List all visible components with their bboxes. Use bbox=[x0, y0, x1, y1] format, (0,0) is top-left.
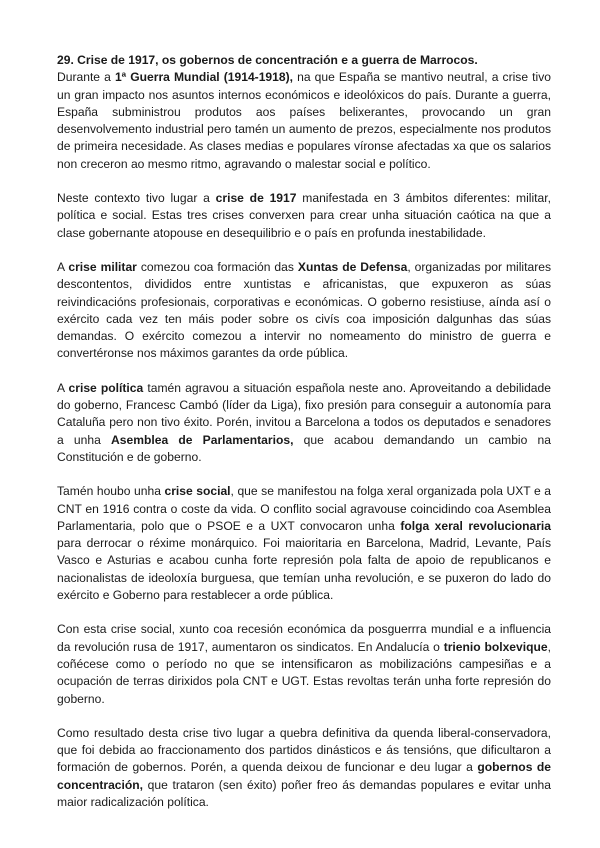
paragraph-2 bbox=[57, 190, 551, 242]
bold-term: trienio bolxevique bbox=[443, 639, 548, 654]
bold-term: folga xeral revolucionaria bbox=[400, 518, 552, 533]
text-run: A bbox=[57, 259, 69, 274]
paragraph-3 bbox=[57, 259, 551, 363]
paragraph-1 bbox=[57, 69, 551, 173]
bold-term: crise social bbox=[164, 484, 231, 499]
text-run: que acabou demandando un cambio na Constitución e de goberno. bbox=[57, 432, 551, 464]
document-body bbox=[57, 69, 551, 811]
paragraph-5 bbox=[57, 483, 551, 604]
bold-term: gobernos de concentración, bbox=[57, 760, 551, 792]
bold-term: crise política bbox=[68, 380, 144, 395]
text-run: Como resultado desta crise tivo lugar a quebra definitiva da quenda liberal-conservadora, que foi debida ao fraccionamento dos partidos dinásticos e ás tensións, que dificultaron a formación de gobernos. Porén, a quenda deixou de funcionar e deu lugar a bbox=[57, 725, 551, 775]
text-run: A bbox=[57, 380, 69, 395]
text-run: Con esta crise social, xunto coa recesión económica da posguerrra mundial e a influencia da revolución rusa de 1917, aumentaron os sindicatos. En Andalucía o bbox=[57, 622, 551, 654]
text-run: na que España se mantivo neutral, a crise tivo un gran impacto nos asuntos internos económicos e ideolóxicos do país. Durante a guerra, España subministrou produtos aos países belixerantes, provocando un gran desenvolvemento industrial pero tamén un aumento de prezos, especialmente nos produtos de primeira necesidade. As clases medias e populares víronse afectadas xa que os salarios non creceron ao mesmo ritmo, agravando o malestar social e político. bbox=[57, 70, 551, 171]
text-run: , organizadas por militares descontentos, divididos entre xuntistas e africanistas, que expuxeron as súas reivindicacións profesionais, corporativas e económicas. O goberno resistiuse, aínda así o exército cada vez ten máis poder sobre os civís coa imposición dalgunhas das súas demandas. O exército comezou a intervir no nomeamento do ministro de guerra e convertéronse nos máximos garantes da orde pública. bbox=[57, 259, 551, 361]
bold-term: crise militar bbox=[68, 259, 137, 274]
text-run: que trataron (sen éxito) poñer freo ás demandas populares e evitar unha maior radicalización política. bbox=[57, 777, 551, 809]
bold-term: 1ª Guerra Mundial (1914-1918), bbox=[114, 70, 293, 85]
text-run: Durante a bbox=[57, 70, 115, 85]
paragraph-4 bbox=[57, 380, 551, 466]
text-run: manifestada en 3 ámbitos diferentes: militar, política e social. Estas tres crises converxen para crear unha situación caótica na que a clase gobernante atopouse en desequilibrio e o país en profunda inestabilidade. bbox=[57, 191, 551, 240]
document-page bbox=[57, 52, 551, 828]
text-run: Neste contexto tivo lugar a bbox=[57, 191, 216, 206]
text-run: , coñécese como o período no que se intensificaron as mobilizacións campesiñas e a ocupación de terras dirixidos pola CNT e UGT. Estas revoltas terán unha forte represión do goberno. bbox=[57, 639, 551, 706]
bold-term: Xuntas de Defensa bbox=[297, 259, 408, 274]
text-run: para derrocar o réxime monárquico. Foi maioritaria en Barcelona, Madrid, Levante, País Vasco e Asturias e acabou cunha forte represión pola falta de apoio de republicanos e nacionalistas de ideoloxía burguesa, que temían unha revolución, e se puxeron do lado do exército e Goberno para restablecer a orde pública. bbox=[57, 536, 551, 603]
paragraph-7 bbox=[57, 725, 551, 811]
bold-term: crise de 1917 bbox=[215, 191, 297, 206]
document-title: 29. Crise de 1917, os gobernos de concentración e a guerra de Marrocos. bbox=[57, 53, 478, 67]
text-run: tamén agravou a situación española neste ano. Aproveitando a debilidade do goberno, Francesc Cambó (líder da Liga), fixo presión para conseguir a autonomía para Cataluña pero non tivo éxito. Porén, invitou a Barcelona a todos os deputados e senadores a unha bbox=[57, 380, 551, 447]
text-run: comezou coa formación das bbox=[136, 259, 298, 274]
bold-term: Asemblea de Parlamentarios, bbox=[111, 432, 294, 447]
text-run: Tamén houbo unha bbox=[57, 484, 165, 499]
paragraph-6 bbox=[57, 621, 551, 707]
text-run: , que se manifestou na folga xeral organizada pola UXT e a CNT en 1916 contra o coste da vida. O conflito social agravouse coincidindo coa Asemblea Parlamentaria, polo que o PSOE e a UXT convocaron unha bbox=[57, 484, 551, 533]
